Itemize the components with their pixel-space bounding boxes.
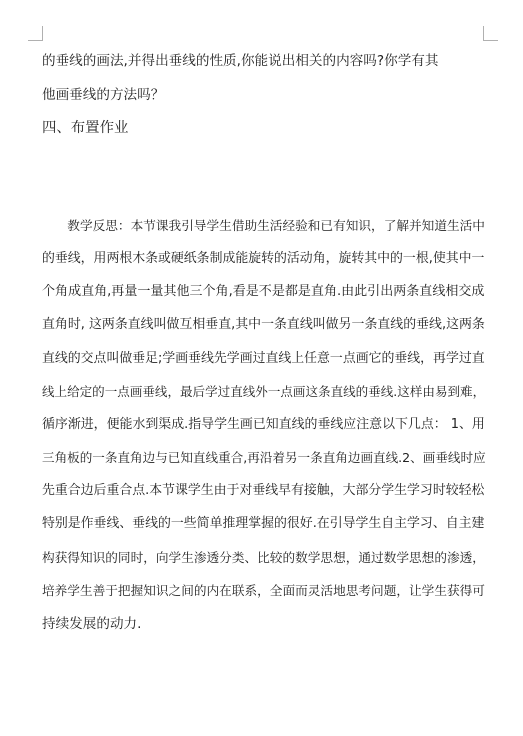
section-heading: 四、布置作业 [42, 120, 129, 136]
reflection-line: 持续发展的动力. [42, 616, 142, 632]
intro-line: 他画垂线的方法吗？ [42, 87, 165, 103]
reflection-line: 的垂线，用两根木条或硬纸条制成能旋转的活动角，旋转其中的一根,使其中一 [42, 251, 485, 266]
reflection-line: 教学反思：本节课我引导学生借助生活经验和已有知识，了解并知道生活中 [42, 218, 485, 233]
page-corner-mark-top-left [28, 26, 43, 41]
reflection-line: 个角成直角,再量一量其他三个角,看是不是都是直角.由此引出两条直线相交成 [42, 284, 485, 299]
reflection-line: 三角板的一条直角边与已知直线重合,再沿着另一条直角边画直线.2、画垂线时应 [42, 450, 486, 465]
reflection-line: 直线的交点叫做垂足;学画垂线先学画过直线上任意一点画它的垂线，再学过直 [42, 351, 485, 366]
page-corner-mark-top-right [483, 26, 498, 41]
reflection-line: 构获得知识的同时，向学生渗透分类、比较的数学思想，通过数学思想的渗透， [42, 550, 485, 565]
intro-line: 的垂线的画法,并得出垂线的性质,你能说出相关的内容吗?你学有其 [42, 53, 439, 69]
reflection-line: 直角时, 这两条直线叫做互相垂直,其中一条直线叫做另一条直线的垂线,这两条 [42, 317, 485, 332]
reflection-line: 先重合边后重合点.本节课学生由于对垂线早有接触，大部分学生学习时较轻松 [42, 483, 485, 498]
reflection-line: 线上给定的一点画垂线，最后学过直线外一点画这条直线的垂线.这样由易到难， [42, 384, 486, 399]
reflection-line: 培养学生善于把握知识之间的内在联系，全面而灵活地思考问题，让学生获得可 [42, 583, 485, 598]
reflection-line: 特别是作垂线、垂线的一些简单推理掌握的很好.在引导学生自主学习、自主建 [42, 516, 485, 531]
reflection-line: 循序渐进，便能水到渠成.指导学生画已知直线的垂线应注意以下几点： 1、用 [42, 417, 485, 432]
